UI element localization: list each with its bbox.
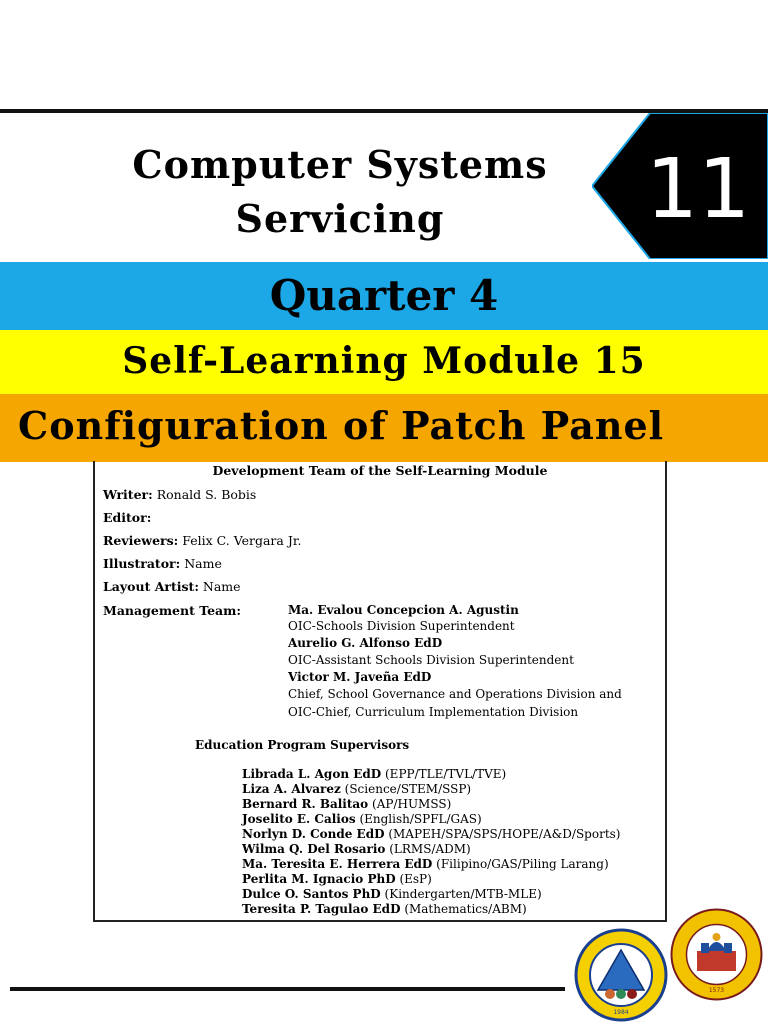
team-heading: Development Team of the Self-Learning Module bbox=[212, 463, 548, 478]
grade-number: 11 bbox=[645, 142, 751, 237]
supervisor-area: (Mathematics/ABM) bbox=[404, 902, 527, 916]
supervisor-item bbox=[242, 797, 451, 811]
writer-row bbox=[103, 487, 256, 502]
editor-row bbox=[103, 510, 151, 525]
quarter-label: Quarter 4 bbox=[269, 271, 499, 320]
supervisor-item bbox=[242, 782, 471, 796]
supervisor-item bbox=[242, 812, 482, 826]
management-role: OIC-Assistant Schools Division Superintendent bbox=[288, 653, 574, 667]
title-line-2: Servicing bbox=[235, 196, 445, 241]
supervisor-area: (Kindergarten/MTB-MLE) bbox=[384, 887, 542, 901]
supervisor-name: Perlita M. Ignacio PhD bbox=[242, 872, 396, 886]
supervisor-name: Wilma Q. Del Rosario bbox=[242, 842, 386, 856]
supervisor-name: Bernard R. Balitao bbox=[242, 797, 369, 811]
supervisor-name: Liza A. Alvarez bbox=[242, 782, 341, 796]
layout-artist-row bbox=[103, 579, 241, 594]
eps-heading: Education Program Supervisors bbox=[195, 738, 410, 752]
reviewers-row bbox=[103, 533, 301, 548]
supervisor-area: (Filipino/GAS/Piling Larang) bbox=[436, 857, 609, 871]
illustrator-label: Illustrator: bbox=[103, 556, 181, 571]
supervisor-name: Dulce O. Santos PhD bbox=[242, 887, 381, 901]
supervisor-item bbox=[242, 902, 527, 916]
title-line-1: Computer Systems bbox=[132, 142, 548, 187]
bottom-rule bbox=[10, 987, 565, 991]
supervisor-name: Librada L. Agon EdD bbox=[242, 767, 382, 781]
supervisor-item bbox=[242, 887, 542, 901]
supervisor-item bbox=[242, 827, 620, 841]
supervisor-name: Joselito E. Calios bbox=[242, 812, 356, 826]
module-label: Self-Learning Module 15 bbox=[122, 340, 646, 382]
city-seal-icon bbox=[669, 907, 764, 1002]
supervisor-name: Norlyn D. Conde EdD bbox=[242, 827, 385, 841]
writer-value: Ronald S. Bobis bbox=[156, 487, 257, 502]
reviewers-label: Reviewers: bbox=[103, 533, 179, 548]
supervisor-area: (LRMS/ADM) bbox=[389, 842, 471, 856]
topic-label: Configuration of Patch Panel bbox=[18, 403, 665, 448]
editor-label: Editor: bbox=[103, 510, 152, 525]
supervisor-area: (EPP/TLE/TVL/TVE) bbox=[385, 767, 507, 781]
illustrator-row bbox=[103, 556, 222, 571]
layout-artist-value: Name bbox=[202, 579, 241, 594]
layout-artist-label: Layout Artist: bbox=[103, 579, 199, 594]
supervisor-area: (English/SPFL/GAS) bbox=[359, 812, 482, 826]
illustrator-value: Name bbox=[184, 556, 222, 571]
supervisor-name: Ma. Teresita E. Herrera EdD bbox=[242, 857, 433, 871]
supervisor-item bbox=[242, 857, 609, 871]
supervisor-area: (Science/STEM/SSP) bbox=[344, 782, 472, 796]
supervisor-item bbox=[242, 842, 471, 856]
management-name: Victor M. Javeña EdD bbox=[288, 670, 432, 684]
management-name: Aurelio G. Alfonso EdD bbox=[288, 636, 443, 650]
supervisor-area: (EsP) bbox=[399, 872, 432, 886]
supervisor-area: (AP/HUMSS) bbox=[372, 797, 452, 811]
supervisor-item bbox=[242, 767, 506, 781]
page-title bbox=[80, 138, 600, 246]
city-seal-year: 1573 bbox=[708, 987, 725, 994]
management-role: OIC-Chief, Curriculum Implementation Division bbox=[288, 705, 579, 719]
writer-label: Writer: bbox=[103, 487, 153, 502]
division-seal-icon bbox=[574, 928, 668, 1022]
management-name: Ma. Evalou Concepcion A. Agustin bbox=[288, 603, 519, 617]
supervisor-area: (MAPEH/SPA/SPS/HOPE/A&D/Sports) bbox=[388, 827, 621, 841]
supervisor-item bbox=[242, 872, 432, 886]
grade-badge bbox=[592, 113, 768, 259]
management-role: Chief, School Governance and Operations Division and bbox=[288, 687, 622, 701]
reviewers-value: Felix C. Vergara Jr. bbox=[182, 533, 302, 548]
supervisor-name: Teresita P. Tagulao EdD bbox=[242, 902, 401, 916]
division-seal-year: 1984 bbox=[613, 1009, 629, 1016]
management-role: OIC-Schools Division Superintendent bbox=[288, 619, 515, 633]
management-label: Management Team: bbox=[103, 603, 241, 618]
